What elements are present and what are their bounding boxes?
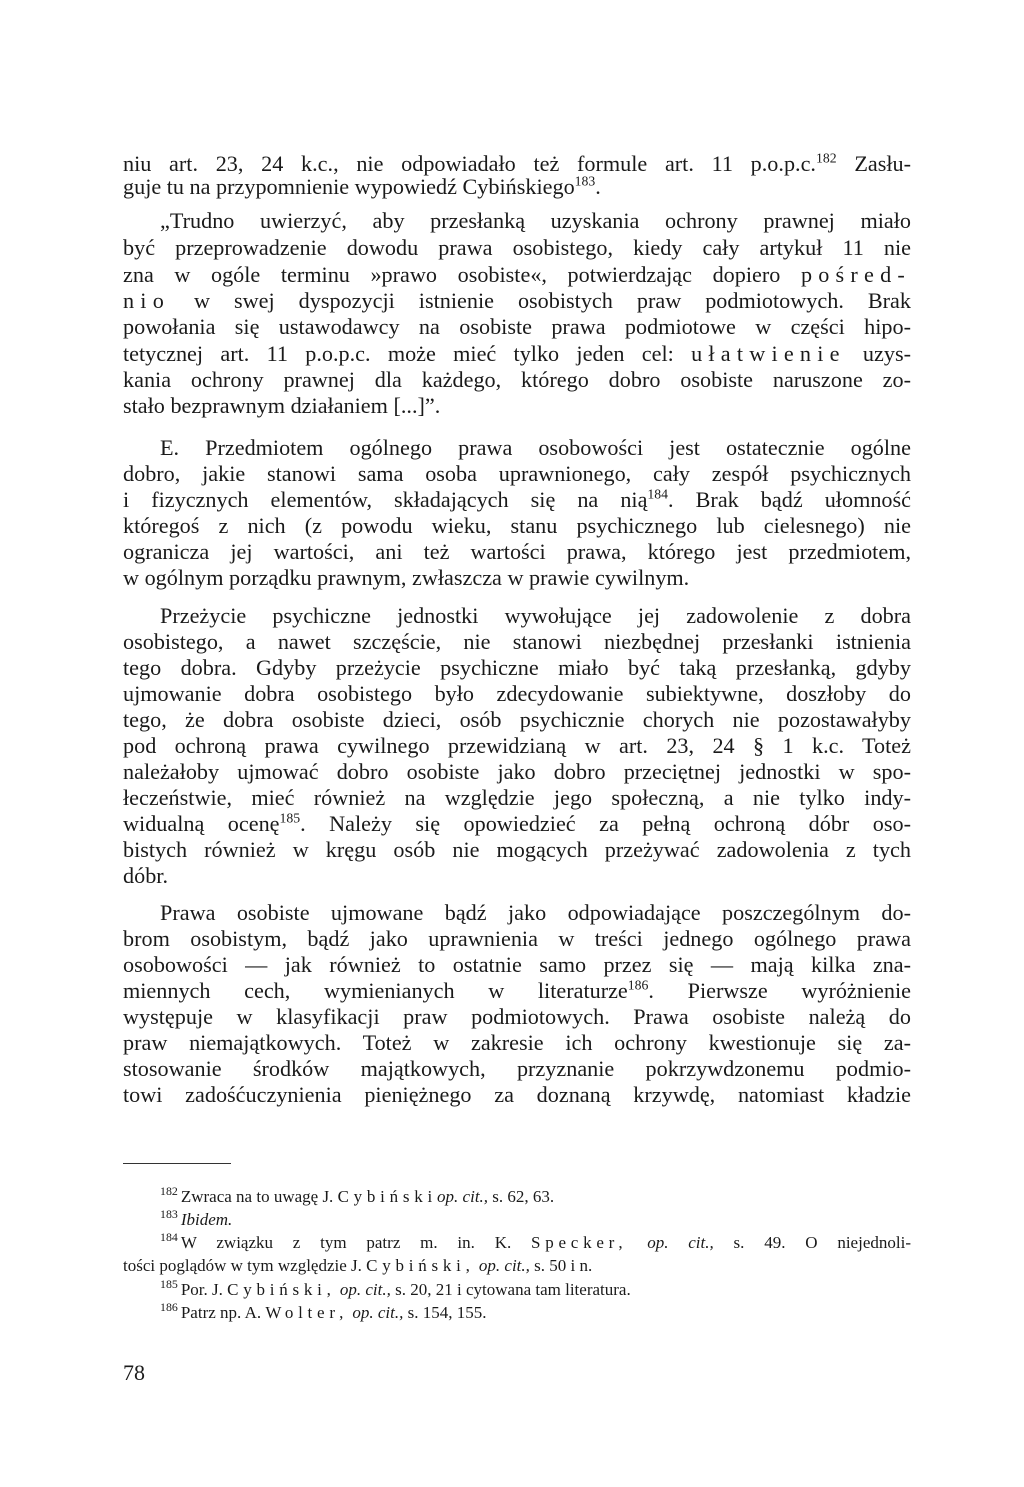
- footnote-reference: 183: [574, 173, 596, 189]
- page-number: 78: [123, 1360, 145, 1385]
- text-line: [123, 462, 911, 486]
- footnote: [160, 1230, 911, 1253]
- author-name: Wolter,: [265, 1303, 349, 1322]
- line-text: bistych również w kręgu osób nie mogących przeżywać zadowolenia z tych: [123, 837, 911, 862]
- footnote-number: 184: [160, 1230, 178, 1245]
- line-text: w ogólnym porządku prawnym, zwłaszcza w prawie cywilnym.: [123, 565, 690, 590]
- author-name: Cybiński,: [366, 1256, 475, 1275]
- spaced-emphasis: pośred-: [800, 262, 911, 287]
- footnote-number: 183: [160, 1207, 178, 1222]
- footnote-text: W związku z tym patrz m. in. K.: [180, 1233, 532, 1252]
- footnote-number: 182: [160, 1184, 178, 1199]
- footnote: [160, 1300, 911, 1323]
- footnote-text: s. 62, 63.: [488, 1187, 555, 1206]
- footnote: [123, 1256, 911, 1276]
- line-text: miennych cech, wymienianych w literaturze: [123, 978, 628, 1003]
- line-text: Przeżycie psychiczne jednostki wywołujące jej zadowolenie z dobra: [160, 603, 911, 628]
- text-line: [160, 209, 911, 233]
- text-line: [123, 630, 911, 654]
- footnote-text: s. 49. O niejednoli-: [713, 1233, 911, 1252]
- text-line: [123, 263, 911, 287]
- author-name: Specker,: [531, 1233, 628, 1252]
- text-line: [123, 838, 911, 862]
- text-line: [123, 289, 911, 313]
- author-name: Cybiński,: [227, 1280, 336, 1299]
- line-text: .: [595, 174, 601, 199]
- line-text: . Pierwsze wyróżnienie: [648, 978, 911, 1003]
- line-text: Zasłu-: [836, 151, 911, 176]
- text-line: [123, 812, 911, 836]
- line-text: uzys-: [845, 341, 911, 366]
- text-line: [123, 1005, 911, 1029]
- text-line: [123, 760, 911, 784]
- line-text: łeczeństwie, mieć również na względzie jego społeczną, a nie tylko indy-: [123, 785, 911, 810]
- text-line: [123, 368, 911, 392]
- footnote-reference: 185: [279, 810, 301, 826]
- line-text: Prawa osobiste ujmowane bądź jako odpowiadające poszczególnym do-: [160, 900, 911, 925]
- citation-italic: op. cit.,: [348, 1303, 404, 1322]
- line-text: E. Przedmiotem ogólnego prawa osobowości jest ostatecznie ogólne: [160, 435, 911, 460]
- line-text: praw niemajątkowych. Toteż w zakresie ich ochrony kwestionuje się za-: [123, 1030, 911, 1055]
- text-line: [123, 175, 911, 199]
- footnote: [160, 1207, 911, 1230]
- line-text: ujmowanie dobra osobistego było zdecydowanie subiektywne, doszłoby do: [123, 681, 911, 706]
- footnote-separator: [123, 1163, 231, 1164]
- line-text: zna w ogóle terminu »prawo osobiste«, potwierdzając dopiero: [123, 262, 801, 287]
- text-line: [123, 682, 911, 706]
- line-text: być przeprowadzenie dowodu prawa osobistego, kiedy cały artykuł 11 nie: [123, 235, 911, 260]
- footnote-number: 185: [160, 1277, 178, 1292]
- spaced-emphasis: nio: [123, 288, 170, 313]
- line-text: widualną ocenę: [123, 811, 280, 836]
- footnote-reference: 184: [647, 486, 669, 502]
- text-line: [123, 864, 911, 888]
- line-text: tego dobra. Gdyby przeżycie psychiczne miało być taką przesłanką, gdyby: [123, 655, 911, 680]
- line-text: osobowości — jak również to ostatnie samo przez się — mają kilka zna-: [123, 952, 911, 977]
- text-line: [160, 901, 911, 925]
- line-text: brom osobistym, bądź jako uprawnienia w treści jednego ogólnego prawa: [123, 926, 911, 951]
- citation-italic: op. cit.,: [627, 1233, 714, 1252]
- citation-italic: Ibidem.: [180, 1210, 233, 1229]
- text-line: [123, 953, 911, 977]
- footnote: [160, 1184, 911, 1207]
- text-line: [123, 514, 911, 538]
- author-name: Cybiński: [337, 1187, 438, 1206]
- text-line: [123, 488, 911, 512]
- line-text: któregoś z nich (z powodu wieku, stanu psychicznego lub cielesnego) nie: [123, 513, 911, 538]
- footnote-text: Patrz np. A.: [180, 1303, 266, 1322]
- text-line: [123, 786, 911, 810]
- citation-italic: op. cit.,: [335, 1280, 391, 1299]
- line-text: guje tu na przypomnienie wypowiedź Cybińskiego: [123, 174, 575, 199]
- text-line: [123, 315, 911, 339]
- line-text: pod ochroną prawa cywilnego przewidzianą w art. 23, 24 § 1 k.c. Toteż: [123, 733, 911, 758]
- line-text: tego, że dobra osobiste dzieci, osób psychicznie chorych nie pozostawałyby: [123, 707, 911, 732]
- text-line: [123, 708, 911, 732]
- line-text: towi zadośćuczynienia pieniężnego za doznaną krzywdę, natomiast kładzie: [123, 1082, 911, 1107]
- footnote: [160, 1277, 911, 1300]
- line-text: i fizycznych elementów, składających się na nią: [123, 487, 648, 512]
- text-line: [123, 1031, 911, 1055]
- footnote-text: tości poglądów w tym względzie J.: [123, 1256, 367, 1275]
- footnote-text: s. 20, 21 i cytowana tam literatura.: [390, 1280, 631, 1299]
- line-text: ogranicza jej wartości, ani też wartości prawa, którego jest przedmiotem,: [123, 539, 911, 564]
- line-text: dobro, jakie stanowi sama osoba uprawnionego, cały zespół psychicznych: [123, 461, 911, 486]
- line-text: niu art. 23, 24 k.c., nie odpowiadało też formule art. 11 p.o.p.c.: [123, 151, 816, 176]
- text-line: [123, 152, 911, 176]
- text-line: [123, 927, 911, 951]
- citation-italic: op. cit.,: [437, 1187, 489, 1206]
- footnote-text: s. 154, 155.: [403, 1303, 487, 1322]
- line-text: dóbr.: [123, 863, 168, 888]
- line-text: powołania się ustawodawcy na osobiste prawa podmiotowe w części hipo-: [123, 314, 911, 339]
- footnote-number: 186: [160, 1300, 178, 1315]
- footnote-reference: 186: [627, 977, 649, 993]
- text-line: [123, 1083, 911, 1107]
- line-text: stosowanie środków majątkowych, przyznanie pokrzywdzonemu podmio-: [123, 1056, 911, 1081]
- text-line: [123, 734, 911, 758]
- footnote-text: s. 50 i n.: [529, 1256, 593, 1275]
- text-line: [160, 436, 911, 460]
- footnote-text: Por. J.: [180, 1280, 228, 1299]
- line-text: . Należy się opowiedzieć za pełną ochroną dóbr oso-: [300, 811, 911, 836]
- text-line: [123, 342, 911, 366]
- line-text: występuje w klasyfikacji praw podmiotowych. Prawa osobiste należą do: [123, 1004, 911, 1029]
- spaced-emphasis: ułatwienie: [691, 341, 846, 366]
- text-line: [123, 236, 911, 260]
- text-line: [123, 979, 911, 1003]
- line-text: „Trudno uwierzyć, aby przesłanką uzyskania ochrony prawnej miało: [160, 208, 911, 233]
- footnote-text: Zwraca na to uwagę J.: [180, 1187, 338, 1206]
- line-text: należałoby ujmować dobro osobiste jako dobro przeciętnej jednostki w spo-: [123, 759, 911, 784]
- text-line: [123, 566, 911, 590]
- footnote-reference: 182: [815, 150, 837, 166]
- text-line: [123, 540, 911, 564]
- line-text: tetycznej art. 11 p.o.p.c. może mieć tylko jeden cel:: [123, 341, 692, 366]
- line-text: . Brak bądź ułomność: [668, 487, 911, 512]
- line-text: osobistego, a nawet szczęście, nie stanowi niezbędnej przesłanki istnienia: [123, 629, 911, 654]
- line-text: kania ochrony prawnej dla każdego, którego dobro osobiste naruszone zo-: [123, 367, 911, 392]
- line-text: w swej dyspozycji istnienie osobistych praw podmiotowych. Brak: [170, 288, 911, 313]
- text-line: [123, 656, 911, 680]
- citation-italic: op. cit.,: [474, 1256, 530, 1275]
- text-line: [123, 1057, 911, 1081]
- text-line: [123, 394, 911, 418]
- text-line: [160, 604, 911, 628]
- line-text: stało bezprawnym działaniem [...]”.: [123, 393, 441, 418]
